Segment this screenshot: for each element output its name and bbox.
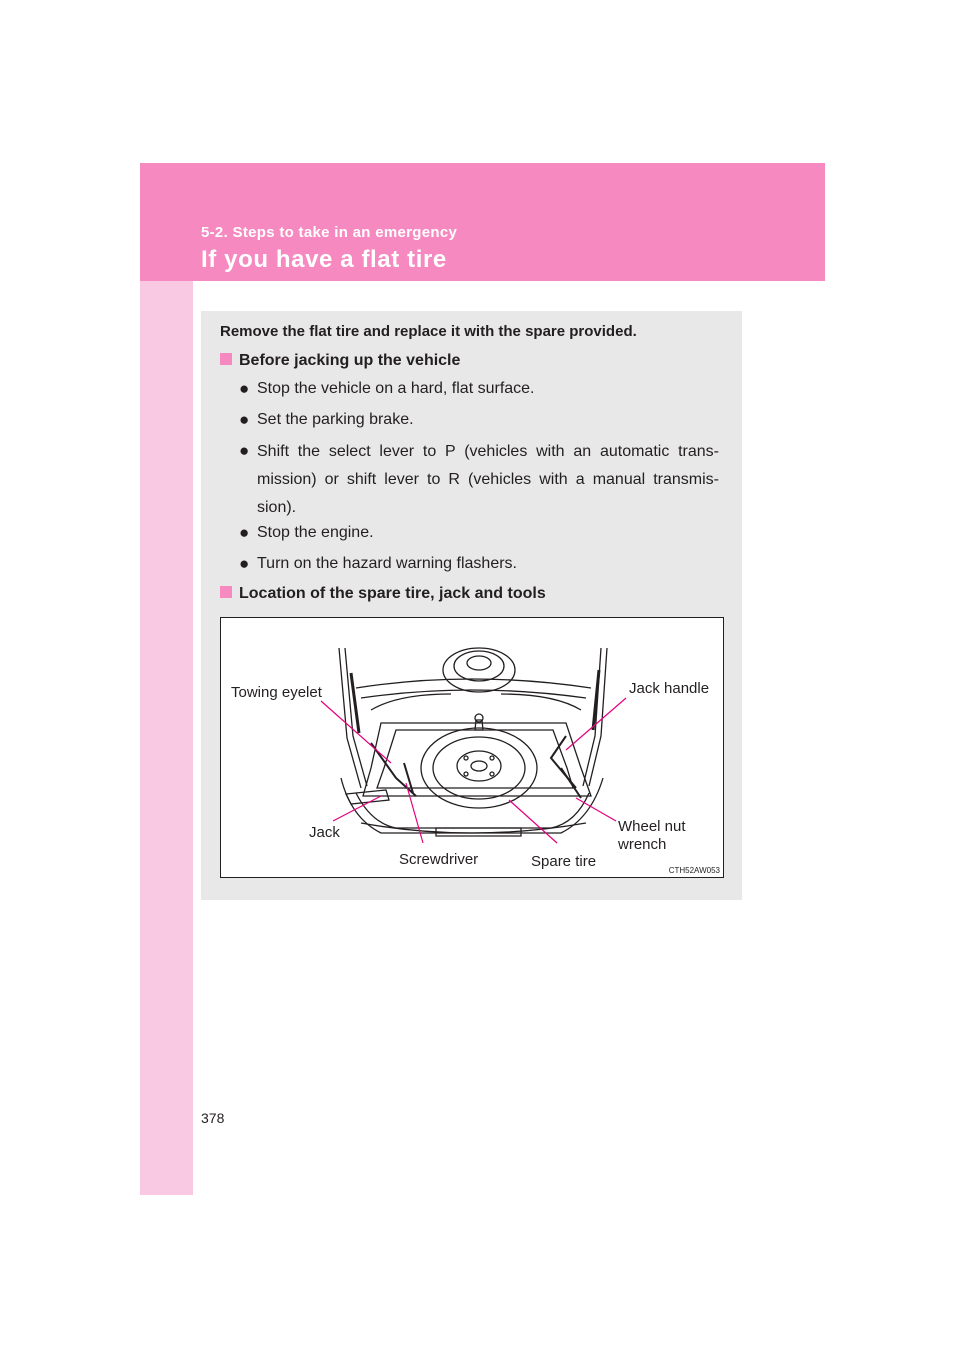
page-number: 378 [201, 1110, 225, 1126]
subheading-text: Location of the spare tire, jack and tools [239, 585, 546, 602]
text-line: Shift the select lever to P (vehicles with an automatic trans- [257, 443, 719, 460]
callout-jack-handle: Jack handle [629, 680, 710, 697]
list-item-text: Turn on the hazard warning flashers. [257, 555, 517, 572]
subheading-text: Before jacking up the vehicle [239, 352, 461, 369]
callout-line: Wheel nut [618, 818, 686, 835]
callout-screwdriver: Screwdriver [399, 851, 479, 868]
bullet-dot-icon: ● [239, 523, 250, 542]
list-item [239, 407, 719, 433]
square-bullet-icon [220, 353, 232, 365]
subheading-location [220, 585, 546, 603]
bullet-dot-icon: ● [239, 379, 250, 398]
text-line: sion). [257, 499, 297, 516]
list-item-text: Stop the vehicle on a hard, flat surface. [257, 380, 535, 397]
callout-wheel-nut-wrench [618, 818, 686, 854]
page-title: If you have a flat tire [201, 246, 447, 273]
bullet-dot-icon: ● [239, 410, 250, 429]
text-line: mission) or shift lever to R (vehicles with a manual transmis- [257, 471, 719, 488]
list-item-text: Set the parking brake. [257, 411, 414, 428]
square-bullet-icon [220, 586, 232, 598]
subheading-before-jacking [220, 352, 460, 370]
callout-spare-tire: Spare tire [531, 853, 597, 870]
list-item [239, 520, 719, 546]
list-item [239, 551, 719, 577]
side-tab-strip [140, 281, 193, 1195]
callout-jack: Jack [309, 824, 340, 841]
figure-code: CTH52AW053 [668, 866, 720, 875]
list-item-text [257, 438, 719, 522]
list-item [239, 376, 719, 402]
list-item-text: Stop the engine. [257, 524, 374, 541]
callout-line: wrench [618, 836, 667, 853]
bullet-dot-icon: ● [239, 554, 250, 573]
bullet-dot-icon: ● [239, 441, 250, 460]
section-label: 5-2. Steps to take in an emergency [201, 224, 458, 241]
list-item [239, 438, 719, 522]
intro-text: Remove the flat tire and replace it with the spare provided. [220, 323, 637, 340]
trunk-illustration [220, 617, 724, 878]
callout-towing-eyelet: Towing eyelet [231, 684, 322, 701]
